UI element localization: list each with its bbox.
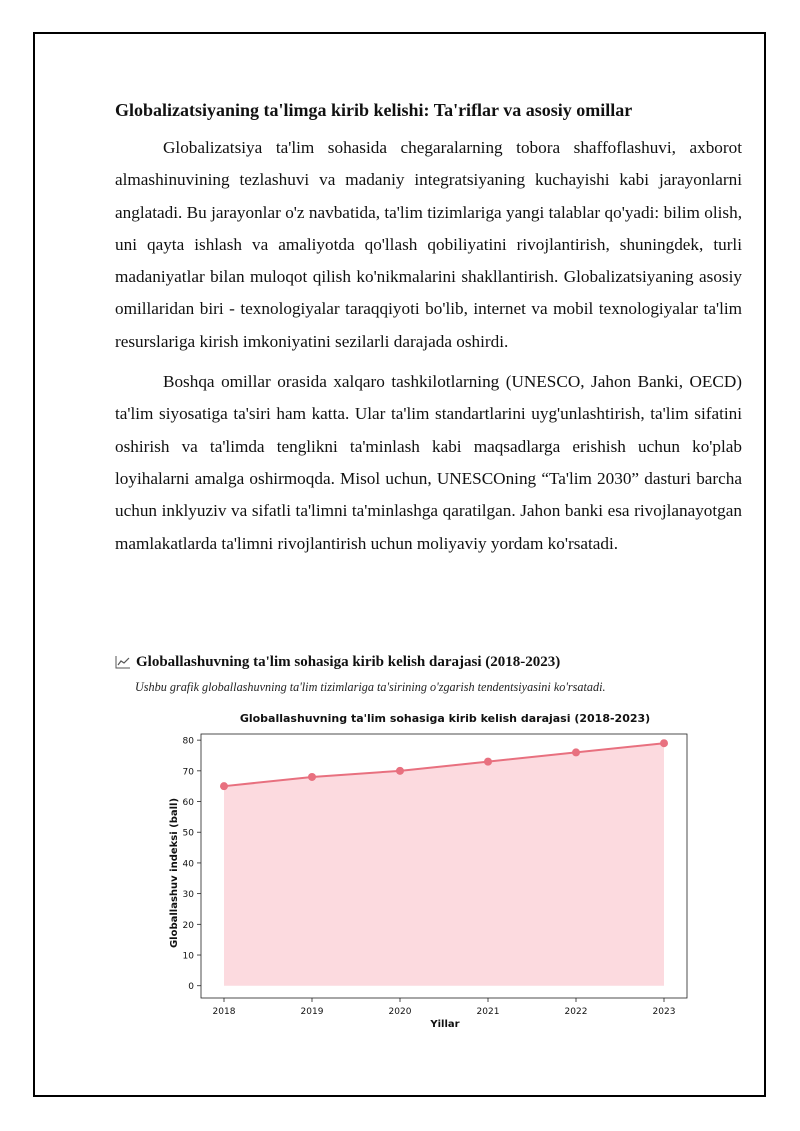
y-tick-label: 20 (182, 920, 194, 931)
figure-title-row (115, 652, 742, 672)
document-title: Globalizatsiyaning ta'limga kirib kelishi: Ta'riflar va asosiy omillar (115, 100, 633, 120)
data-point-2021 (484, 758, 492, 766)
x-tick-label: 2018 (212, 1007, 236, 1017)
x-tick-label: 2020 (388, 1007, 412, 1017)
data-point-2019 (308, 773, 316, 781)
y-tick-label: 40 (182, 859, 194, 870)
paragraph-definitions: Globalizatsiya ta'lim sohasida chegaralarning tobora shaffoflashuvi, axborot almashinuvining tezlashuvi va madaniy integratsiyaning kuchayishi kabi jarayonlarni anglatadi. Bu jarayonlar o'z navbatida, ta'lim tizimlariga yangi talablar qo'yadi: bilim olish, uni qayta ishlash va amaliyotda qo'llash qobiliyatini rivojlantirish, shuningdek, turli madaniyatlar bilan muloqot qilish ko'nikmalarini shakllantirish. Globalizatsiyaning asosiy omillaridan biri - texnologiyalar taraqqiyoti bo'lib, internet va mobil texnologiyalar ta'lim resurslariga kirish imkoniyatini sezilarli darajada oshirdi. (115, 138, 742, 351)
y-tick-label: 30 (182, 890, 194, 901)
plot-area (183, 734, 687, 1017)
data-point-2018 (220, 782, 228, 790)
x-tick-label: 2021 (476, 1007, 500, 1017)
x-axis-label: Yillar (430, 1019, 460, 1030)
x-tick-label: 2023 (652, 1007, 676, 1017)
y-tick-label: 80 (182, 736, 194, 747)
y-tick-label: 10 (182, 951, 194, 962)
data-point-2022 (572, 748, 580, 756)
x-tick-label: 2019 (300, 1007, 324, 1017)
y-tick-label: 60 (182, 798, 194, 809)
figure-title: Globallashuvning ta'lim sohasiga kirib kelish darajasi (2018-2023) (136, 653, 561, 670)
chart-title: Globallashuvning ta'lim sohasiga kirib kelish darajasi (2018-2023) (239, 712, 651, 725)
line-chart (160, 705, 700, 1035)
y-axis-label: Globallashuv indeksi (ball) (169, 797, 180, 949)
document-body (115, 98, 742, 560)
chart-container (160, 705, 700, 1035)
y-tick-label: 0 (188, 982, 194, 993)
data-point-2023 (660, 739, 668, 747)
y-tick-label: 70 (182, 767, 194, 778)
data-point-2020 (396, 767, 404, 775)
y-tick-label: 50 (182, 828, 194, 839)
figure-block (115, 652, 742, 695)
figure-caption: Ushbu grafik globallashuvning ta'lim tizimlariga ta'sirining o'zgarish tendentsiyasini ko'rsatadi. (135, 680, 606, 694)
x-tick-label: 2022 (564, 1007, 588, 1017)
line-chart-icon (115, 655, 131, 669)
paragraph-international-organizations: Boshqa omillar orasida xalqaro tashkilotlarning (UNESCO, Jahon Banki, OECD) ta'lim siyosatiga ta'siri ham katta. Ular ta'lim standartlarini uyg'unlashtirish, ta'lim sifatini oshirish va ta'limda tenglikni ta'minlash kabi maqsadlarga erishish uchun ko'plab loyihalarni amalga oshirmoqda. Misol uchun, UNESCOning “Ta'lim 2030” dasturi barcha uchun inklyuziv va sifatli ta'limni ta'minlashga qaratilgan. Jahon banki esa rivojlanayotgan mamlakatlarda ta'limni rivojlantirish uchun moliyaviy yordam ko'rsatadi. (115, 372, 742, 553)
